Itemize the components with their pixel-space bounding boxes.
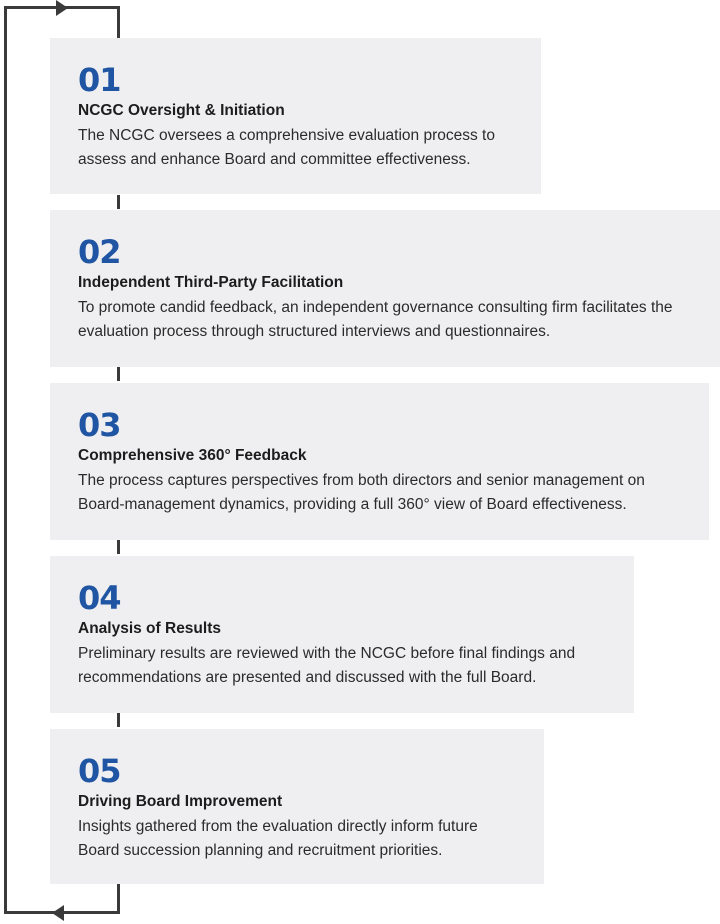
arrow-left-icon xyxy=(52,905,64,921)
step-description: The NCGC oversees a comprehensive evaluation process to assess and enhance Board and committee effectiveness. xyxy=(78,127,495,168)
step-number: 03 xyxy=(78,406,121,444)
step-card-1 xyxy=(50,38,541,194)
step-card-5 xyxy=(50,729,544,884)
loop-line-left xyxy=(4,6,7,914)
step-number: 02 xyxy=(78,233,121,271)
step-number: 05 xyxy=(78,752,121,790)
step-number: 01 xyxy=(78,61,121,99)
step-card-3 xyxy=(50,383,709,540)
step-title: Driving Board Improvement xyxy=(78,793,283,810)
step-number: 04 xyxy=(78,579,121,617)
connector-3-4 xyxy=(117,540,120,554)
step-card-2 xyxy=(50,210,720,367)
step-description: The process captures perspectives from both directors and senior management on Board-management dynamics, providing a full 360° view of Board effectiveness. xyxy=(78,472,645,513)
step-description: Preliminary results are reviewed with the NCGC before final findings and recommendations are presented and discussed with the full Board. xyxy=(78,645,576,686)
connector-1-2 xyxy=(117,195,120,209)
connector-2-3 xyxy=(117,367,120,381)
step-title: Comprehensive 360° Feedback xyxy=(78,447,307,464)
loop-line-bottom-rise xyxy=(117,884,120,914)
connector-4-5 xyxy=(117,713,120,727)
step-description: To promote candid feedback, an independent governance consulting firm facilitates the evaluation process through structured interviews and questionnaires. xyxy=(78,299,673,340)
arrow-right-icon xyxy=(56,0,68,16)
loop-line-top-drop xyxy=(117,6,120,38)
step-card-4 xyxy=(50,556,634,713)
step-title: Independent Third-Party Facilitation xyxy=(78,274,344,291)
step-description: Insights gathered from the evaluation directly inform future Board succession planning and recruitment priorities. xyxy=(78,818,478,859)
step-title: NCGC Oversight & Initiation xyxy=(78,102,285,119)
step-title: Analysis of Results xyxy=(78,620,221,637)
